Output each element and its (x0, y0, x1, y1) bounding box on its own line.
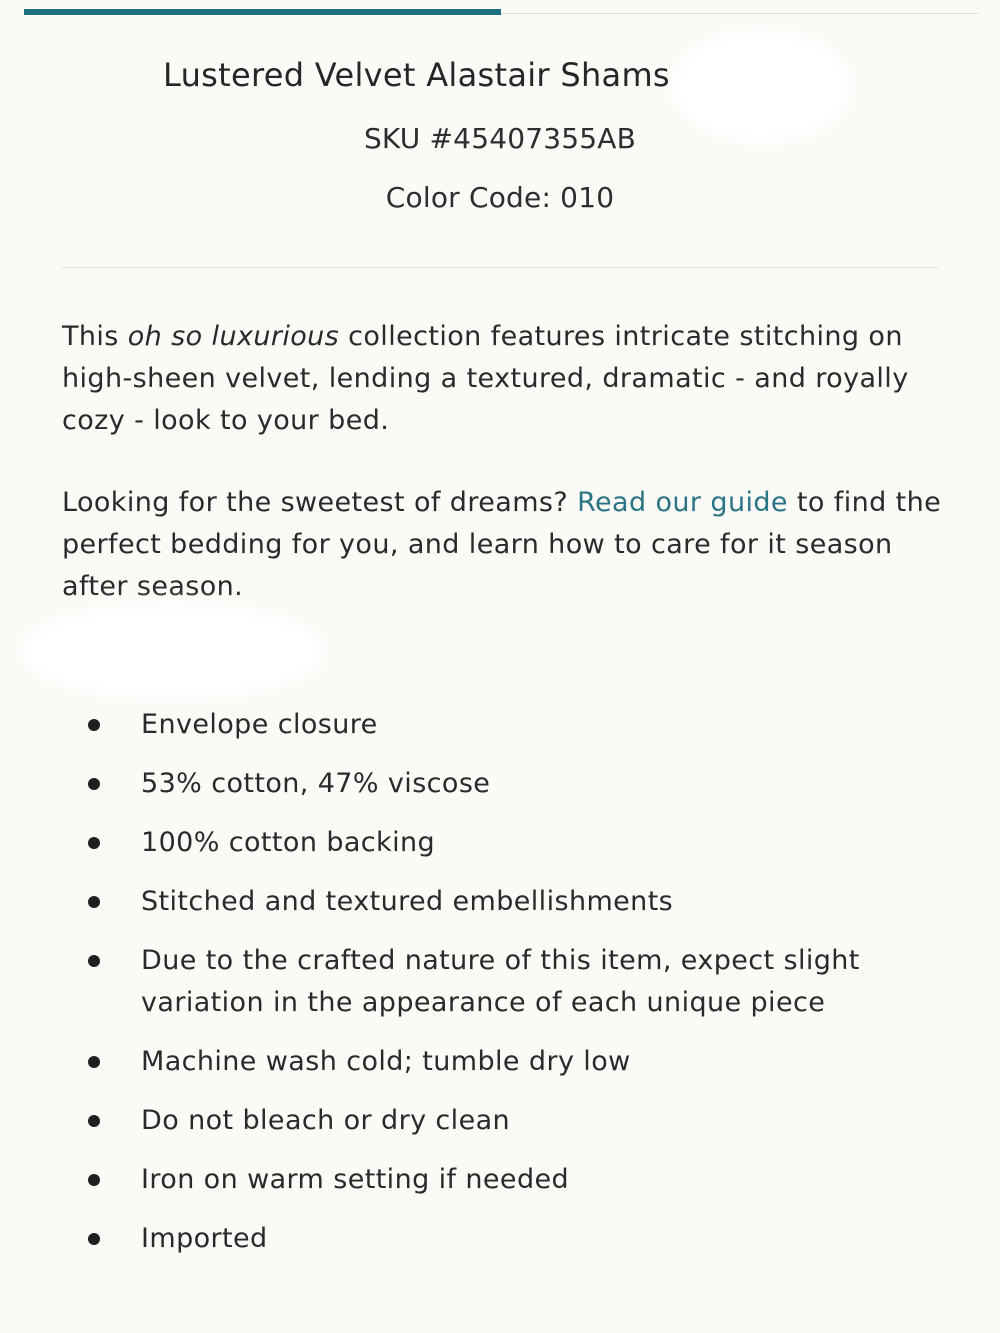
description-text: collection features intricate stitching on high-sheen velvet, lending a textured, dramatic - and royally cozy - look to your bed. (62, 321, 909, 436)
description-text: This (62, 321, 128, 352)
bullet-icon (88, 1056, 100, 1068)
feature-text: 100% cotton backing (141, 827, 436, 858)
feature-text: Due to the crafted nature of this item, expect slight variation in the appearance of each unique piece (141, 945, 860, 1018)
feature-list (0, 704, 1000, 1277)
bullet-icon (88, 955, 100, 967)
guide-paragraph (62, 482, 942, 608)
feature-item (0, 1041, 921, 1083)
feature-text: Imported (141, 1223, 268, 1254)
guide-text: to find the perfect bedding for you, and learn how to care for it season after season. (62, 487, 942, 602)
feature-text: Iron on warm setting if needed (141, 1164, 570, 1195)
feature-text: Envelope closure (141, 709, 378, 740)
feature-item (0, 763, 921, 805)
bullet-icon (88, 837, 100, 849)
feature-item (0, 881, 921, 923)
feature-item (0, 1218, 921, 1260)
product-color-code: Color Code: 010 (385, 181, 615, 214)
feature-item (0, 1100, 921, 1142)
bullet-icon (88, 1115, 100, 1127)
guide-text: Looking for the sweetest of dreams? (62, 487, 578, 518)
bullet-icon (88, 719, 100, 731)
product-sku: SKU #45407355AB (363, 122, 637, 155)
redaction-blur (20, 604, 325, 699)
feature-item (0, 822, 921, 864)
feature-text: Do not bleach or dry clean (141, 1105, 511, 1136)
bullet-icon (88, 1174, 100, 1186)
bullet-icon (88, 1233, 100, 1245)
feature-item (0, 940, 921, 1024)
section-divider (62, 267, 938, 268)
feature-text: 53% cotton, 47% viscose (141, 768, 491, 799)
bullet-icon (88, 896, 100, 908)
feature-text: Machine wash cold; tumble dry low (141, 1046, 631, 1077)
feature-item (0, 1159, 921, 1201)
description-emphasis: oh so luxurious (127, 321, 340, 352)
read-guide-link[interactable]: Read our guide (577, 487, 788, 518)
progress-bar-fill (24, 9, 501, 15)
bullet-icon (88, 778, 100, 790)
product-title: Lustered Velvet Alastair Shams (163, 56, 670, 94)
feature-item (0, 704, 921, 746)
feature-text: Stitched and textured embellishments (141, 886, 674, 917)
description-paragraph (62, 316, 942, 442)
